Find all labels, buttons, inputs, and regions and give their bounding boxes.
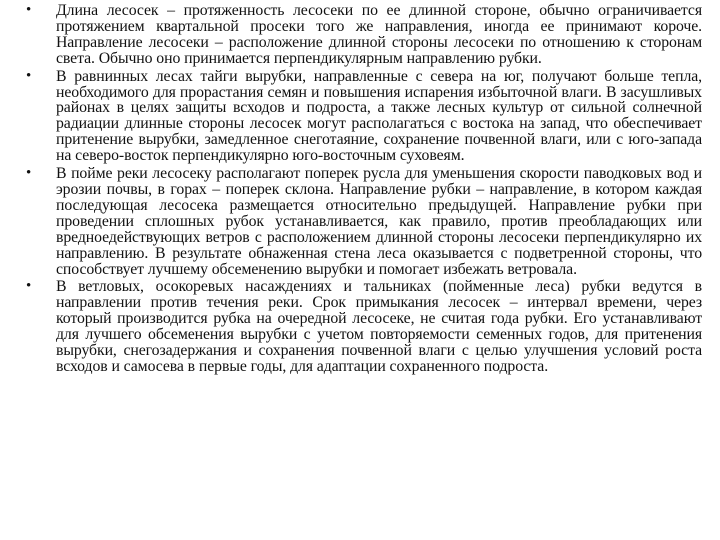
bullet-list xyxy=(26,3,702,375)
bullet-icon: • xyxy=(26,165,32,182)
paragraph-text: В ветловых, осокоревых насаждениях и тальниках (пойменные леса) рубки ведутся в направлении против течения реки. Срок примыкания лесосек – интервал времени, через который производится рубка на очередной лесосеке, не считая года рубки. Его устанавливают для лучшего обсеменения вырубки с учетом повторяемости семенных годов, для притенения вырубки, снегозадержания и сохранения почвенной влаги с целью улучшения условий роста всходов и самосева в первые годы, для адаптации сохраненного подроста. xyxy=(56,278,702,375)
bullet-item-floodplain xyxy=(26,166,702,277)
bullet-icon: • xyxy=(26,67,32,84)
paragraph-text: В пойме реки лесосеку располагают поперек русла для уменьшения скорости паводковых вод и эрозии почвы, в горах – поперек склона. Направление рубки – направление, в котором каждая последующая лесосека размещается относительно предыдущей. Направление рубки при проведении сплошных рубок устанавливается, как правило, против преобладающих или вредноедействующих ветров с расположением длинной стороны лесосеки перпендикулярно их направлению. В результате обнаженная стена леса оказывается с подветренной стороны, что способствует лучшему обсеменению вырубки и помогает избежать ветровала. xyxy=(56,165,702,278)
bullet-item-length xyxy=(26,3,702,67)
bullet-icon: • xyxy=(26,2,32,18)
paragraph-text: В равнинных лесах тайги вырубки, направленные с севера на юг, получают больше тепла, необходимого для прорастания семян и повышения испарения избыточной влаги. В засушливых районах в целях защиты всходов и подроста, а также лесных культур от сильной солнечной радиации длинные стороны лесосек могут располагаться с востока на запад, что обеспечивает притенение вырубки, замедленное снеготаяние, сохранение почвенной влаги, или с юго-запада на северо-восток перпендикулярно юго-восточным суховеям. xyxy=(56,67,702,165)
bullet-item-willow xyxy=(26,279,702,374)
bullet-item-taiga xyxy=(26,69,702,164)
paragraph-text: Длина лесосек – протяженность лесосеки по ее длинной стороне, обычно ограничивается протяжением квартальной просеки того же направления, иногда ее принимают короче. Направление лесосеки – расположение длинной стороны лесосеки по отношению к сторонам света. Обычно оно принимается перпендикулярным направлению рубки. xyxy=(56,2,702,67)
bullet-icon: • xyxy=(26,278,32,295)
